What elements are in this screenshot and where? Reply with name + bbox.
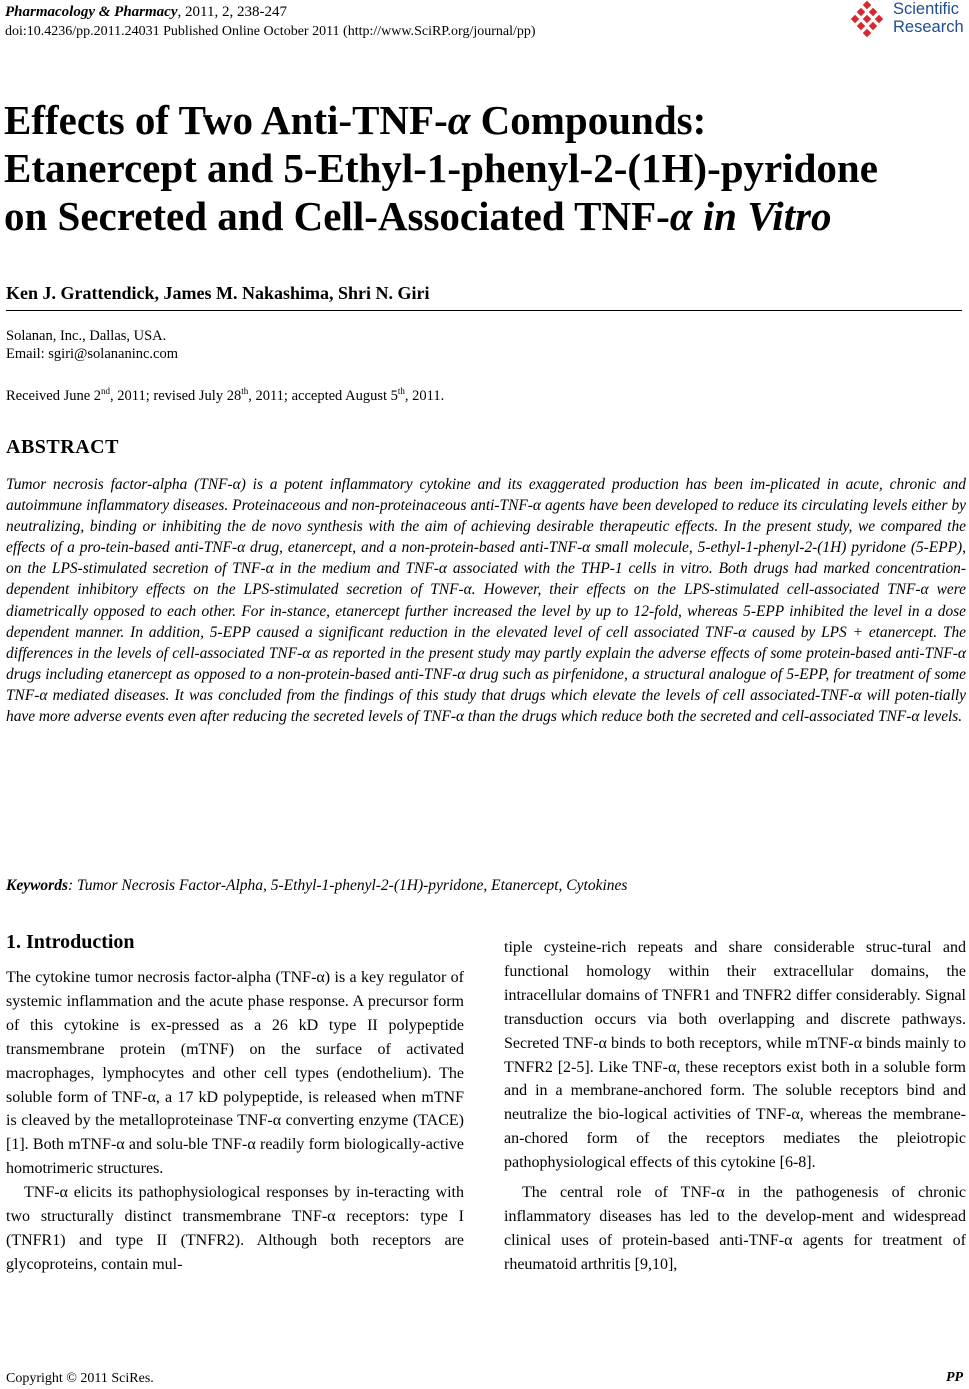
- doi-line: doi:10.4236/pp.2011.24031 Published Online October 2011 (http://www.SciRP.org/journal/pp): [5, 24, 536, 39]
- received-dates: Received June 2nd, 2011; revised July 28th, 2011; accepted August 5th, 2011.: [6, 386, 445, 404]
- journal-header: [5, 3, 287, 21]
- section-heading: 1. Introduction: [6, 931, 135, 953]
- column-left: [6, 966, 464, 1277]
- keywords-label: Keywords: [6, 877, 68, 894]
- paragraph: tiple cysteine-rich repeats and share considerable struc-tural and functional homology within their extracellular domains, the intracellular domains of TNFR1 and TNFR2 differ considerably. Signal transduction occurs via both overlapping and discrete pathways. Secreted TNF-α binds to both receptors, while mTNF-α binds mainly to TNFR2 [2-5]. Like TNF-α, these receptors exist both in a soluble form and in a membrane-anchored form. The soluble receptors bind and neutralize the bio-logical activities of TNF-α, whereas the membrane-an-chored form of the receptors mediates the pleiotropic pathophysiological effects of this cytokine [6-8].: [504, 939, 966, 1172]
- logo-line-2: Research: [893, 18, 964, 36]
- email: Email: sgiri@solananinc.com: [6, 346, 179, 362]
- title-line-1: Effects of Two Anti-TNF-α Compounds:: [4, 97, 707, 143]
- paragraph: TNF-α elicits its pathophysiological responses by in-teracting with two structurally distinct transmembrane TNF-α receptors: type I (TNFR1) and type II (TNFR2). Although both receptors are glycoproteins, contain mul-: [6, 1184, 464, 1273]
- paragraph: The cytokine tumor necrosis factor-alpha (TNF-α) is a key regulator of systemic inflammation and the acute phase response. A precursor form of this cytokine is ex-pressed as a 26 kD type II polypeptide transmembrane protein (mTNF) on the surface of activated macrophages, lymphocytes and other cell types (endothelium). The soluble form of TNF-α, a 17 kD polypeptide, is released when mTNF is cleaved by the metalloproteinase TNF-α converting enzyme (TACE) [1]. Both mTNF-α and solu-ble TNF-α readily form biologically-active homotrimeric structures.: [6, 969, 464, 1178]
- affiliation-block: [6, 327, 178, 363]
- keywords: [6, 877, 627, 895]
- keywords-text: : Tumor Necrosis Factor-Alpha, 5-Ethyl-1-phenyl-2-(1H)-pyridone, Etanercept, Cytokines: [68, 877, 628, 894]
- column-right: [504, 936, 966, 1277]
- title-line-3: on Secreted and Cell-Associated TNF-α in Vitro: [4, 193, 832, 239]
- paragraph: The central role of TNF-α in the pathogenesis of chronic inflammatory diseases has led to the develop-ment and widespread clinical uses of protein-based anti-TNF-α agents for treatment of rheumatoid arthritis [9,10],: [504, 1184, 966, 1273]
- abstract-heading: ABSTRACT: [6, 436, 119, 458]
- title-line-2: Etanercept and 5-Ethyl-1-phenyl-2-(1H)-pyridone: [4, 145, 878, 191]
- logo-text: [893, 0, 964, 36]
- journal-volume: , 2011, 2, 238-247: [177, 4, 287, 20]
- abstract-text: Tumor necrosis factor-alpha (TNF-α) is a potent inflammatory cytokine and its exaggerated production has been im-plicated in acute, chronic and autoimmune inflammatory diseases. Proteinaceous and non-proteinaceous anti-TNF-α agents have been developed to reduce its circulating levels either by neutralizing, binding or inhibiting the de novo synthesis with the aim of achieving desirable therapeutic effects. In the present study, we compared the effects of a pro-tein-based anti-TNF-α drug, etanercept, and a non-protein-based anti-TNF-α small molecule, 5-ethyl-1-phenyl-2-(1H) pyridone (5-EPP), on the LPS-stimulated secretion of TNF-α in the medium and TNF-α associated with the THP-1 cells in vitro. Both drugs had marked concentration-dependent inhibitory effects on the LPS-stimulated secretion of TNF-α. However, their effects on the LPS-stimulated cell-associated TNF-α were diametrically opposed to each other. For in-stance, etanercept further increased the level by up to 12-fold, whereas 5-EPP inhibited the level in a dose dependent manner. In addition, 5-EPP caused a significant reduction in the elevated level of cell associated TNF-α caused by LPS + etanercept. The differences in the levels of cell-associated TNF-α as reported in the present study may partly explain the adverse effects of some protein-based anti-TNF-α drugs including etanercept as opposed to a non-protein-based anti-TNF-α drug such as pirfenidone, a structural analogue of 5-EPP, for treatment of some TNF-α mediated diseases. It was concluded from the findings of this study that drugs which elevate the levels of cell associated-TNF-α will poten-tially have more adverse events even after reducing the secreted levels of TNF-α than the drugs which reduce both the secreted and cell-associated TNF-α levels.: [6, 476, 966, 726]
- copyright: Copyright © 2011 SciRes.: [6, 1371, 154, 1386]
- header-divider: [6, 310, 962, 311]
- paper-title: [4, 96, 964, 240]
- logo-line-1: Scientific: [893, 0, 960, 18]
- journal-abbreviation: PP: [946, 1370, 964, 1385]
- journal-name: Pharmacology & Pharmacy: [5, 4, 178, 20]
- author-list: Ken J. Grattendick, James M. Nakashima, Shri N. Giri: [6, 283, 430, 303]
- affiliation: Solanan, Inc., Dallas, USA.: [6, 328, 167, 344]
